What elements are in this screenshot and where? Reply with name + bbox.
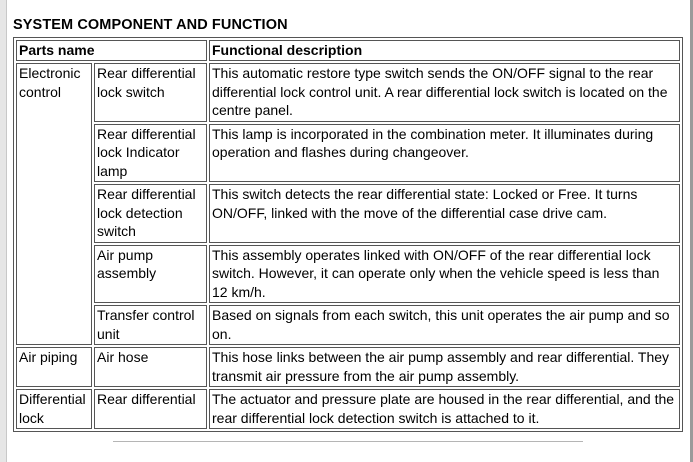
category-cell: Electronic control xyxy=(16,63,92,345)
description-cell: This switch detects the rear differential state: Locked or Free. It turns ON/OFF, linked with the move of the differential case drive cam. xyxy=(209,184,680,243)
table-row xyxy=(16,347,680,387)
table-row xyxy=(16,389,680,429)
description-cell: This hose links between the air pump assembly and rear differential. They transmit air pressure from the air pump assembly. xyxy=(209,347,680,387)
part-name-cell: Rear differential lock detection switch xyxy=(94,184,207,243)
part-name-cell: Rear differential lock Indicator lamp xyxy=(94,124,207,183)
table-row xyxy=(16,184,680,243)
header-parts-name: Parts name xyxy=(16,40,207,61)
page-title: SYSTEM COMPONENT AND FUNCTION xyxy=(13,17,288,33)
part-name-cell: Transfer control unit xyxy=(94,305,207,345)
description-cell: This lamp is incorporated in the combination meter. It illuminates during operation and flashes during changeover. xyxy=(209,124,680,183)
category-cell: Air piping xyxy=(16,347,92,387)
table-row xyxy=(16,63,680,122)
part-name-cell: Air pump assembly xyxy=(94,245,207,304)
component-function-table xyxy=(13,37,683,432)
table-header-row xyxy=(16,40,680,61)
description-cell: This automatic restore type switch sends the ON/OFF signal to the rear differential lock control unit. A rear differential lock switch is located on the centre panel. xyxy=(209,63,680,122)
table-row xyxy=(16,124,680,183)
part-name-cell: Air hose xyxy=(94,347,207,387)
description-cell: The actuator and pressure plate are housed in the rear differential, and the rear differential lock detection switch is attached to it. xyxy=(209,389,680,429)
description-cell: Based on signals from each switch, this unit operates the air pump and so on. xyxy=(209,305,680,345)
table-row xyxy=(16,245,680,304)
part-name-cell: Rear differential lock switch xyxy=(94,63,207,122)
category-cell: Differential lock xyxy=(16,389,92,429)
part-name-cell: Rear differential xyxy=(94,389,207,429)
left-scroll-edge xyxy=(0,0,7,462)
table-row xyxy=(16,305,680,345)
header-functional-description: Functional description xyxy=(209,40,680,61)
footer-divider xyxy=(113,441,583,442)
description-cell: This assembly operates linked with ON/OFF of the rear differential lock switch. However, it can operate only when the vehicle speed is less than 12 km/h. xyxy=(209,245,680,304)
